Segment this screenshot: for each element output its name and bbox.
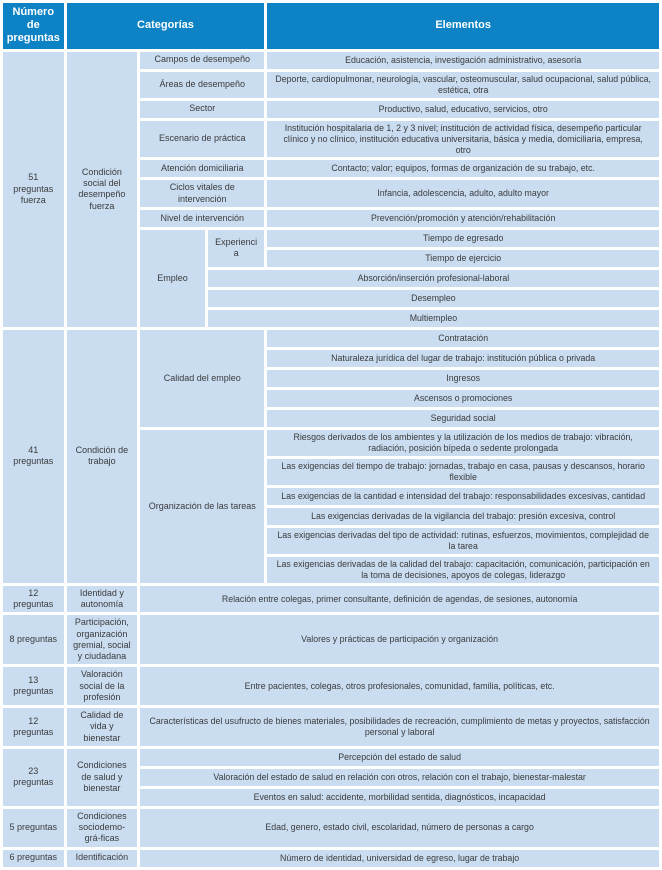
preguntas-cell: 51 preguntas fuerza	[3, 52, 64, 327]
elemento-cell: Contacto; valor; equipos, formas de organización de su trabajo, etc.	[267, 160, 659, 177]
elemento-cell: Valoración del estado de salud en relación con otros, relación con el trabajo, bienestar-malestar	[140, 769, 659, 786]
categoria-cell: Identificación	[67, 850, 138, 867]
preguntas-cell: 23 preguntas	[3, 749, 64, 806]
table-row	[3, 586, 659, 613]
elemento-cell: Entre pacientes, colegas, otros profesionales, comunidad, familia, políticas, etc.	[140, 667, 659, 705]
elemento-cell: Las exigencias del tiempo de trabajo: jornadas, trabajo en casa, pausas y descansos, horario flexible	[267, 459, 659, 485]
elemento-cell: Prevención/promoción y atención/rehabilitación	[267, 210, 659, 227]
elemento-cell: Naturaleza jurídica del lugar de trabajo: institución pública o privada	[267, 350, 659, 367]
subcategoria-cell: Organización de las tareas	[140, 430, 264, 583]
elemento-cell: Las exigencias derivadas de la vigilancia del trabajo: presión excesiva, control	[267, 508, 659, 525]
subcategoria-cell: Nivel de intervención	[140, 210, 264, 227]
elemento-cell: Las exigencias derivadas del tipo de actividad: rutinas, esfuerzos, movimientos, complejidad de la tarea	[267, 528, 659, 554]
table-row	[3, 667, 659, 705]
elemento-cell: Riesgos derivados de los ambientes y la utilización de los medios de trabajo: vibración, radiación, posición bípeda o sedente prolongada	[267, 430, 659, 456]
elemento-cell: Seguridad social	[267, 410, 659, 427]
elemento-cell: Absorción/inserción profesional-laboral	[208, 270, 659, 287]
subcategoria-cell: Escenario de práctica	[140, 121, 264, 158]
elemento-cell: Características del usufructo de bienes materiales, posibilidades de recreación, cumplimiento de metas y proyectos, satisfacción personal y laboral	[140, 708, 659, 746]
elemento-cell: Tiempo de ejercicio	[267, 250, 659, 267]
elemento-cell: Productivo, salud, educativo, servicios, otro	[267, 101, 659, 118]
categoria-cell: Valoración social de la profesión	[67, 667, 138, 705]
table-row	[3, 615, 659, 664]
preguntas-cell: 41 preguntas	[3, 330, 64, 583]
elemento-cell: Desempleo	[208, 290, 659, 307]
elemento-cell: Ascensos o promociones	[267, 390, 659, 407]
categoria-cell: Identidad y autonomía	[67, 586, 138, 613]
table-row	[3, 850, 659, 867]
subcategoria-cell: Sector	[140, 101, 264, 118]
table-row	[3, 809, 659, 847]
preguntas-cell: 13 preguntas	[3, 667, 64, 705]
subcategoria-cell: Calidad del empleo	[140, 330, 264, 427]
table-row	[3, 52, 659, 69]
elemento-cell: Edad, genero, estado civil, escolaridad, número de personas a cargo	[140, 809, 659, 847]
elemento-cell: Las exigencias de la cantidad e intensidad del trabajo: responsabilidades excesivas, cantidad	[267, 488, 659, 505]
preguntas-cell: 12 preguntas	[3, 708, 64, 746]
subcategoria-cell-experiencia: Experiencia	[208, 230, 265, 267]
categoria-cell: Calidad de vida y bienestar	[67, 708, 138, 746]
elemento-cell: Multiempleo	[208, 310, 659, 327]
preguntas-cell: 8 preguntas	[3, 615, 64, 664]
subcategoria-cell: Campos de desempeño	[140, 52, 264, 69]
elemento-cell: Contratación	[267, 330, 659, 347]
subcategoria-cell: Atención domiciliaria	[140, 160, 264, 177]
header-row	[3, 3, 659, 49]
preguntas-cell: 5 preguntas	[3, 809, 64, 847]
header-numero-preguntas: Número de preguntas	[3, 3, 64, 49]
preguntas-cell: 12 preguntas	[3, 586, 64, 613]
subcategoria-cell: Ciclos vitales de intervención	[140, 180, 264, 207]
elemento-cell: Ingresos	[267, 370, 659, 387]
elemento-cell: Deporte, cardiopulmonar, neurología, vascular, osteomuscular, salud ocupacional, salud pública, estética, otra	[267, 72, 659, 98]
elemento-cell: Las exigencias derivadas de la calidad del trabajo: capacitación, comunicación, participación en la toma de decisiones, apoyos de colegas, liderazgo	[267, 557, 659, 583]
table-row	[3, 330, 659, 347]
table-row	[3, 749, 659, 766]
preguntas-cell: 6 preguntas	[3, 850, 64, 867]
subcategoria-cell: Áreas de desempeño	[140, 72, 264, 98]
categoria-cell: Condición de trabajo	[67, 330, 138, 583]
categoria-cell: Condiciones de salud y bienestar	[67, 749, 138, 806]
elemento-cell: Relación entre colegas, primer consultante, definición de agendas, de sesiones, autonomía	[140, 586, 659, 613]
elemento-cell: Número de identidad, universidad de egreso, lugar de trabajo	[140, 850, 659, 867]
categoria-cell: Condiciones sociodemo-grá-ficas	[67, 809, 138, 847]
header-categorias: Categorías	[67, 3, 265, 49]
categoria-cell: Participación, organización gremial, social y ciudadana	[67, 615, 138, 664]
elemento-cell: Percepción del estado de salud	[140, 749, 659, 766]
elemento-cell: Valores y prácticas de participación y organización	[140, 615, 659, 664]
header-elementos: Elementos	[267, 3, 659, 49]
table-row	[3, 708, 659, 746]
subcategoria-cell-empleo: Empleo	[140, 230, 205, 327]
elemento-cell: Institución hospitalaria de 1, 2 y 3 nivel; institución de actividad física, desempeño particular clínico y no clínico, institución educativa universitaria, básica y media, domiciliaria, empresa, otro	[267, 121, 659, 158]
elemento-cell: Tiempo de egresado	[267, 230, 659, 247]
categoria-cell: Condición social del desempeño fuerza	[67, 52, 138, 327]
elemento-cell: Infancia, adolescencia, adulto, adulto mayor	[267, 180, 659, 207]
elemento-cell: Eventos en salud: accidente, morbilidad sentida, diagnósticos, incapacidad	[140, 789, 659, 806]
elemento-cell: Educación, asistencia, investigación administrativo, asesoría	[267, 52, 659, 69]
